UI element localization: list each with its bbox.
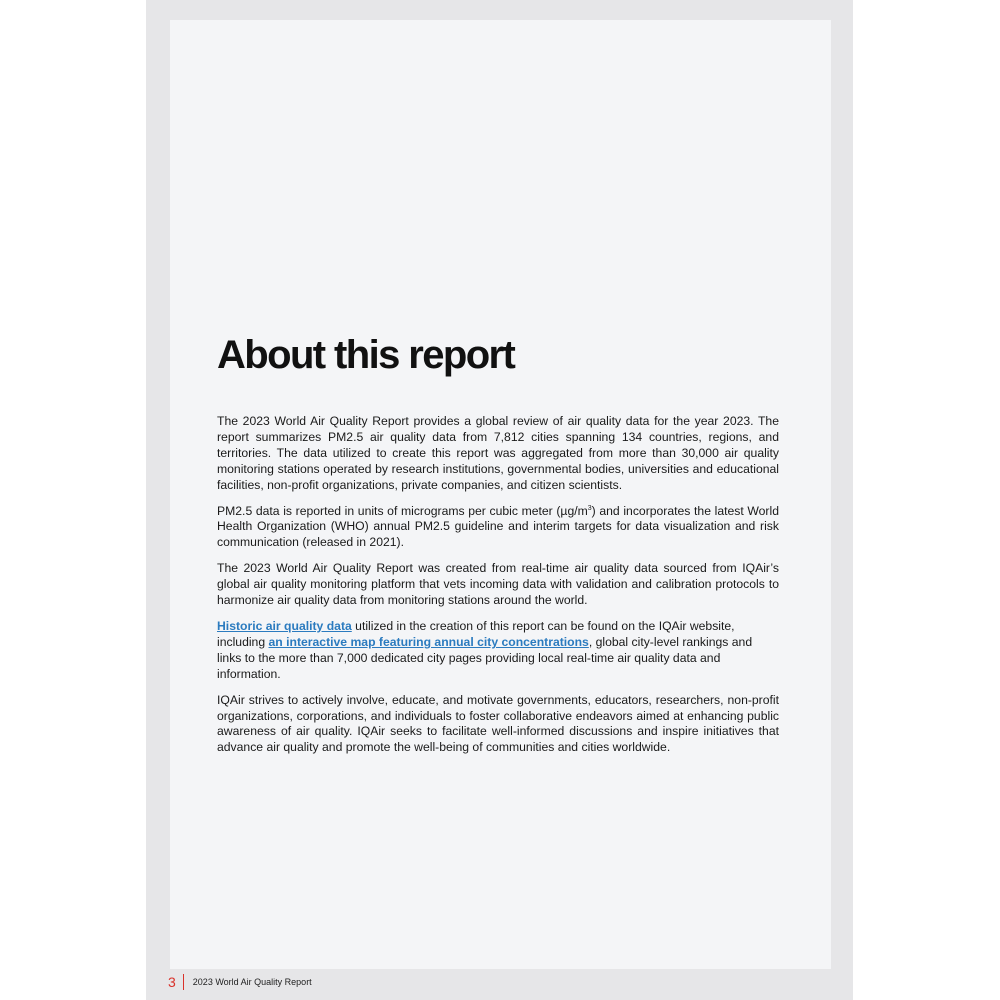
page-footer (168, 974, 312, 990)
footer-divider (183, 974, 184, 990)
units-text-b: ) and incorporates the latest World Health Organization (WHO) annual PM2.5 guideline and interim targets for data visualization and risk communication (released in 2021). (217, 503, 779, 550)
content-panel (170, 20, 831, 969)
paragraph-mission: IQAir strives to actively involve, educate, and motivate governments, educators, researchers, non-profit organizations, corporations, and individuals to foster collaborative endeavors aimed at enhancing public awareness of air quality. IQAir seeks to facilitate well-informed discussions and inspire initiatives that advance air quality and promote the well-being of communities and cities worldwide. (217, 692, 779, 755)
historic-data-link[interactable]: Historic air quality data (217, 618, 352, 633)
page-number: 3 (168, 974, 176, 990)
paragraph-historic-data (217, 619, 779, 683)
historic-text-b: , global city-level rankings and links to the more than 7,000 dedicated city pages providing local real-time air quality data and information. (217, 634, 753, 681)
paragraph-overview: The 2023 World Air Quality Report provides a global review of air quality data for the year 2023. The report summarizes PM2.5 air quality data from 7,812 cities spanning 134 countries, regions, and territories. The data utilized to create this report was aggregated from more than 30,000 air quality monitoring stations operated by research institutions, governmental bodies, universities and educational facilities, non-profit organizations, private companies, and citizen scientists. (217, 414, 779, 492)
paragraph-data-source: The 2023 World Air Quality Report was created from real-time air quality data sourced from IQAir’s global air quality monitoring platform that vets incoming data with validation and calibration protocols to harmonize air quality data from monitoring stations around the world. (217, 561, 779, 608)
historic-text-a: utilized in the creation of this report can be found on the IQAir website, including (217, 618, 735, 649)
units-text-a: PM2.5 data is reported in units of micrograms per cubic meter (µg/m (217, 503, 588, 518)
footer-report-name: 2023 World Air Quality Report (192, 977, 312, 987)
units-superscript: 3 (587, 504, 592, 512)
page-title: About this report (217, 333, 515, 377)
report-body (217, 414, 779, 766)
paragraph-units (217, 504, 779, 552)
interactive-map-link[interactable]: an interactive map featuring annual city concentrations (268, 634, 589, 649)
report-page (146, 0, 853, 1000)
